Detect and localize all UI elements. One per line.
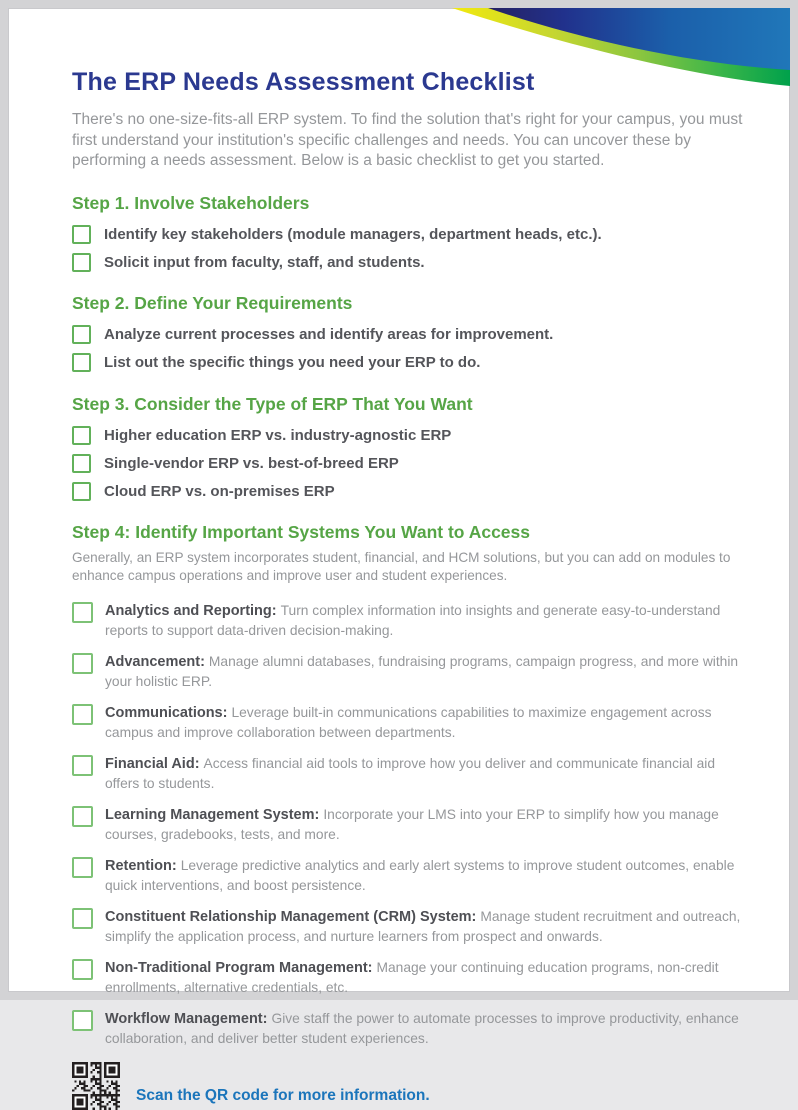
step-heading: Step 1. Involve Stakeholders xyxy=(72,192,310,213)
checkbox[interactable] xyxy=(72,482,91,501)
checkbox[interactable] xyxy=(72,806,93,827)
item-text: Analyze current processes and identify areas for improvement. xyxy=(104,326,554,344)
item-desc: Leverage predictive analytics and early alert systems to improve student outcomes, enable quick interventions, and boost persistence. xyxy=(105,857,735,893)
checklist-item xyxy=(72,482,742,501)
checkbox[interactable] xyxy=(72,653,93,674)
checklist-item xyxy=(72,325,742,344)
checklist-item xyxy=(72,856,742,895)
checklist-item xyxy=(72,454,742,473)
checklist-section xyxy=(72,193,742,272)
checklist-section xyxy=(72,394,742,502)
qr-code-icon xyxy=(72,1062,120,1110)
item-text: List out the specific things you need your ERP to do. xyxy=(104,354,481,372)
item-text xyxy=(105,703,742,742)
footer xyxy=(72,1062,742,1110)
step-intro: Generally, an ERP system incorporates student, financial, and HCM solutions, but you can add on modules to enhance campus operations and improve user and student experiences. xyxy=(72,550,731,584)
item-text xyxy=(105,958,742,997)
item-lead: Communications: xyxy=(105,704,228,721)
checkbox[interactable] xyxy=(72,704,93,725)
item-text xyxy=(105,856,742,895)
item-lead: Non-Traditional Program Management: xyxy=(105,960,373,977)
item-text xyxy=(105,754,742,793)
item-desc: Turn complex information into insights and generate easy-to-understand reports to support data-driven decision-making. xyxy=(105,602,721,638)
checklist-item xyxy=(72,601,742,640)
checkbox[interactable] xyxy=(72,1010,93,1031)
checklist-item xyxy=(72,1009,742,1048)
step-heading: Step 4: Identify Important Systems You Want to Access xyxy=(72,522,531,543)
item-text: Cloud ERP vs. on-premises ERP xyxy=(104,482,335,500)
item-lead: Constituent Relationship Management (CRM) System: xyxy=(105,909,477,926)
item-text xyxy=(105,601,742,640)
item-lead: Financial Aid: xyxy=(105,755,200,772)
item-text: Higher education ERP vs. industry-agnostic ERP xyxy=(104,426,452,444)
checkbox[interactable] xyxy=(72,857,93,878)
checkbox[interactable] xyxy=(72,325,91,344)
item-text xyxy=(105,1009,742,1048)
document-content xyxy=(8,8,790,1110)
item-text xyxy=(105,652,742,691)
checklist-section xyxy=(72,522,742,1048)
checklist-sections xyxy=(72,193,742,1048)
item-lead: Analytics and Reporting: xyxy=(105,602,277,619)
qr-instruction-link[interactable]: Scan the QR code for more information. xyxy=(136,1087,430,1105)
checklist-item xyxy=(72,703,742,742)
checkbox[interactable] xyxy=(72,454,91,473)
item-lead: Learning Management System: xyxy=(105,806,320,823)
item-text xyxy=(105,907,742,946)
checklist-section xyxy=(72,293,742,372)
checkbox[interactable] xyxy=(72,908,93,929)
checkbox[interactable] xyxy=(72,253,91,272)
page-title: The ERP Needs Assessment Checklist xyxy=(72,68,535,96)
checklist-item xyxy=(72,652,742,691)
checklist-item xyxy=(72,426,742,445)
intro-paragraph: There's no one-size-fits-all ERP system. To find the solution that's right for your campus, you must first understand your institution's specific challenges and needs. You can uncover these by performing a needs assessment. Below is a basic checklist to get you started. xyxy=(72,111,743,170)
checklist-item xyxy=(72,958,742,997)
checkbox[interactable] xyxy=(72,225,91,244)
checklist-item xyxy=(72,225,742,244)
item-desc: Give staff the power to automate processes to improve productivity, enhance collaboration, and deliver better student experiences. xyxy=(105,1011,739,1047)
item-desc: Manage your continuing education programs, non-credit enrollments, alternative credentials, etc. xyxy=(105,960,719,996)
checkbox[interactable] xyxy=(72,353,91,372)
item-desc: Leverage built-in communications capabilities to maximize engagement across campus and improve collaboration between departments. xyxy=(105,704,712,740)
checklist-item xyxy=(72,907,742,946)
item-text: Identify key stakeholders (module managers, department heads, etc.). xyxy=(104,225,602,243)
step-heading: Step 2. Define Your Requirements xyxy=(72,293,353,314)
item-desc: Access financial aid tools to improve how you deliver and communicate financial aid offers to students. xyxy=(105,755,716,791)
item-text: Single-vendor ERP vs. best-of-breed ERP xyxy=(104,454,399,472)
checklist-item xyxy=(72,805,742,844)
step-heading: Step 3. Consider the Type of ERP That You Want xyxy=(72,393,473,414)
document-page xyxy=(8,8,790,1105)
item-desc: Incorporate your LMS into your ERP to simplify how you manage courses, gradebooks, tests, and more. xyxy=(105,806,719,842)
item-lead: Retention: xyxy=(105,857,177,874)
item-text xyxy=(105,805,742,844)
item-text: Solicit input from faculty, staff, and students. xyxy=(104,254,425,272)
item-lead: Workflow Management: xyxy=(105,1011,268,1028)
checkbox[interactable] xyxy=(72,959,93,980)
checklist-item xyxy=(72,253,742,272)
checklist-item xyxy=(72,353,742,372)
item-lead: Advancement: xyxy=(105,653,205,670)
checklist-item xyxy=(72,754,742,793)
checkbox[interactable] xyxy=(72,426,91,445)
checkbox[interactable] xyxy=(72,602,93,623)
checkbox[interactable] xyxy=(72,755,93,776)
item-desc: Manage student recruitment and outreach, simplify the application process, and nurture learners from prospect and onwards. xyxy=(105,909,741,945)
item-desc: Manage alumni databases, fundraising programs, campaign progress, and more within your holistic ERP. xyxy=(105,653,739,689)
